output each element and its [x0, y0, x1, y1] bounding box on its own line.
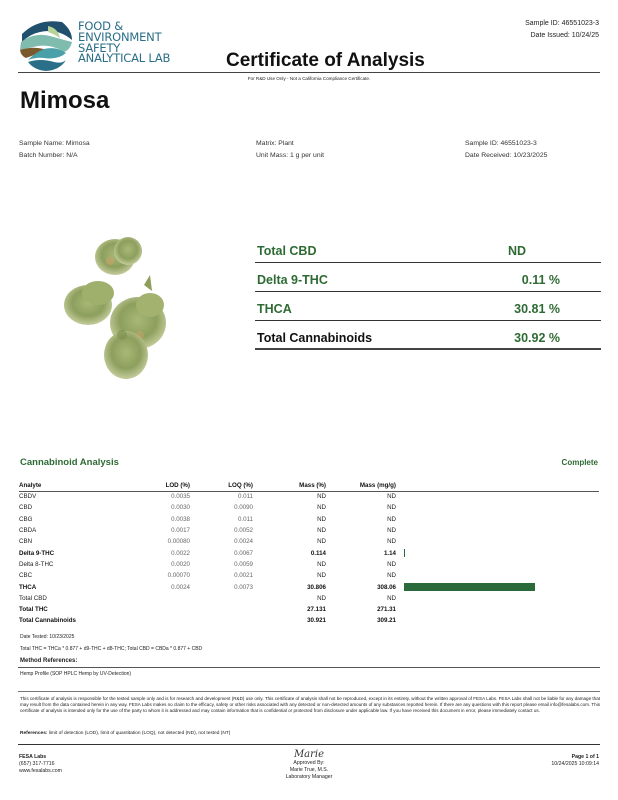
summary-label: Total Cannabinoids: [257, 330, 373, 345]
mass-bar-cell: [396, 615, 599, 626]
signature: Marie: [293, 749, 325, 760]
date-received-field: Date Received: 10/23/2025: [465, 152, 548, 159]
lod-cell: 0.0022: [171, 549, 190, 557]
loq-cell: 0.011: [237, 515, 253, 523]
mass-bar-cell: [396, 502, 599, 513]
footer-website[interactable]: www.fesalabs.com: [19, 768, 62, 774]
rd-use-disclaimer: For R&D Use Only - Not a California Compliance Certificate.: [247, 76, 371, 81]
lod-cell: [139, 593, 190, 604]
loq-cell: 0.0090: [234, 504, 253, 512]
mass-mg-cell: 271.31: [377, 606, 396, 614]
header-meta: [525, 18, 599, 41]
document-title: Certificate of Analysis: [226, 50, 425, 71]
column-header: Mass (mg/g): [326, 481, 396, 491]
mass-percent-cell: ND: [317, 594, 326, 602]
lod-cell: 0.0017: [171, 527, 190, 535]
mass-mg-cell: ND: [387, 493, 396, 501]
unit-mass-field: Unit Mass: 1 g per unit: [256, 152, 324, 159]
page-number: Page 1 of 1: [571, 754, 599, 760]
lod-cell: 0.0030: [171, 504, 190, 512]
column-header: Analyte: [19, 481, 139, 491]
analyte-cell: CBC: [19, 572, 33, 580]
analysis-status: Complete: [561, 458, 598, 467]
date-tested: Date Tested: 10/23/2025: [20, 634, 75, 640]
mass-mg-cell: ND: [387, 527, 396, 535]
mass-percent-cell: ND: [317, 538, 326, 546]
mass-bar: [404, 549, 405, 557]
matrix-field: Matrix: Plant: [256, 140, 294, 147]
approved-by-label: Approved By:: [293, 760, 325, 766]
lod-cell: 0.0020: [171, 560, 190, 568]
header-sample-id: Sample ID: 46551023-3: [525, 20, 599, 27]
mass-percent-cell: ND: [317, 493, 326, 501]
analyte-cell: Delta 9-THC: [19, 549, 55, 557]
mass-percent-cell: ND: [317, 527, 326, 535]
analyte-cell: Total Cannabinoids: [19, 617, 76, 625]
lod-cell: [139, 615, 190, 626]
mass-mg-cell: 308.06: [377, 583, 396, 591]
divider: [18, 744, 600, 745]
mass-mg-cell: ND: [387, 560, 396, 568]
table-row: [19, 593, 599, 604]
table-row: [19, 491, 599, 502]
summary-row-total-cbd: [255, 234, 601, 263]
table-row: [19, 547, 599, 558]
divider: [18, 667, 600, 668]
loq-cell: [190, 615, 253, 626]
lod-cell: [139, 604, 190, 615]
fesa-logo-icon: [18, 16, 74, 72]
summary-label: THCA: [257, 302, 292, 316]
mass-percent-cell: 30.921: [307, 617, 326, 625]
loq-cell: 0.0067: [234, 549, 253, 557]
footer-timestamp: 10/24/2025 10:09:14: [551, 761, 599, 767]
mass-percent-cell: ND: [317, 560, 326, 568]
approver-name: Marie True, M.S.: [289, 767, 329, 773]
total-formula: Total THC = THCa * 0.877 + d9-THC + d8-THC; Total CBD = CBDa * 0.877 + CBD: [20, 646, 203, 652]
mass-bar-cell: [396, 559, 599, 570]
legal-disclaimer: This certificate of analysis is responsible for the tested sample only and is for research and development (R&D) use only. This certificate of analysis shall not be reproduced, except in its entirety, without the written approval of FESA Labs. FESA Labs shall not be liable for any damage that may result from the data contained herein in any way. FESA Labs makes no claim to the efficacy, safety or other risks associated with any detected or non-detected amounts of any substances reported herein. If there are any questions with this report please email info@fesalabs.com. This certificate of analysis is intended only for the use of the party to whom it is addressed and may contain information that is confidential or protected from disclosure under applicable law. If you have received this document in error, please immediately contact us.: [20, 696, 600, 713]
loq-cell: 0.0073: [234, 583, 253, 591]
column-header: Mass (%): [253, 481, 326, 491]
summary-value: 30.81 %: [514, 302, 560, 316]
footer-phone: (657) 317-7716: [19, 761, 55, 767]
column-header: LOD (%): [139, 481, 190, 491]
loq-cell: 0.011: [237, 493, 253, 501]
table-row: [19, 514, 599, 525]
mass-bar-cell: [396, 604, 599, 615]
mass-bar-cell: [396, 593, 599, 604]
table-header-row: [19, 481, 599, 491]
divider: [18, 72, 600, 73]
mass-mg-cell: ND: [387, 572, 396, 580]
references-label: References:: [20, 731, 48, 736]
table-row: [19, 536, 599, 547]
sample-info-column: [19, 138, 90, 162]
table-row: [19, 581, 599, 592]
analyte-cell: CBG: [19, 515, 33, 523]
analyte-cell: CBN: [19, 538, 33, 546]
approver-title: Laboratory Manager: [285, 774, 333, 780]
header-date-issued: Date Issued: 10/24/25: [530, 31, 599, 39]
mass-bar-cell: [396, 536, 599, 547]
mass-percent-cell: ND: [317, 504, 326, 512]
loq-cell: [190, 604, 253, 615]
lab-name: [78, 21, 170, 64]
mass-bar-cell: [396, 570, 599, 581]
method-references-heading: Method References:: [20, 658, 78, 664]
sample-name-field: Sample Name: Mimosa: [19, 140, 90, 147]
cannabinoid-table: [19, 481, 599, 627]
lab-name-line: ANALYTICAL LAB: [78, 51, 171, 66]
mass-mg-cell: ND: [387, 504, 396, 512]
mass-percent-cell: 30.806: [307, 583, 326, 591]
loq-cell: 0.0021: [234, 572, 253, 580]
table-row: [19, 559, 599, 570]
sample-info-column: [465, 138, 547, 162]
summary-value: ND: [507, 244, 527, 258]
lod-cell: 0.0035: [171, 493, 190, 501]
summary-row-total-cannabinoids: [255, 321, 601, 350]
potency-summary: [255, 234, 601, 350]
mass-percent-cell: 27.131: [307, 606, 326, 614]
loq-cell: [190, 593, 253, 604]
mass-bar-cell: [396, 514, 599, 525]
table-row: [19, 502, 599, 513]
mass-percent-cell: 0.114: [310, 549, 326, 557]
loq-cell: 0.0052: [234, 527, 253, 535]
divider: [18, 691, 600, 692]
table-row: [19, 615, 599, 626]
sample-id-field: Sample ID: 46551023-3: [465, 140, 537, 147]
summary-value: 30.92 %: [514, 330, 560, 345]
summary-row-delta9-thc: [255, 263, 601, 292]
table-row: [19, 525, 599, 536]
mass-mg-cell: ND: [387, 538, 396, 546]
summary-label: Total CBD: [257, 244, 317, 258]
mass-percent-cell: ND: [317, 515, 326, 523]
lod-cell: 0.00070: [167, 572, 190, 580]
column-header: LOQ (%): [190, 481, 253, 491]
mass-bar: [404, 583, 535, 591]
loq-cell: 0.0024: [234, 538, 253, 546]
lod-cell: 0.0038: [171, 515, 190, 523]
mass-mg-cell: 1.14: [383, 549, 396, 557]
references: [20, 731, 230, 736]
mass-mg-cell: 309.21: [377, 617, 396, 625]
analyte-cell: Delta 8-THC: [19, 560, 54, 568]
column-header-bar: [396, 481, 599, 491]
mass-bar-cell: [396, 581, 599, 592]
analyte-cell: CBDA: [19, 527, 37, 535]
mass-bar-cell: [396, 525, 599, 536]
table-row: [19, 570, 599, 581]
sample-name-heading: Mimosa: [20, 87, 110, 114]
lab-name-line: FOOD &: [78, 19, 123, 33]
summary-value: 0.11 %: [521, 273, 560, 287]
footer-approval: [0, 750, 618, 781]
analyte-cell: CBD: [19, 504, 33, 512]
analyte-cell: CBDV: [19, 493, 37, 501]
mass-bar-cell: [396, 547, 599, 558]
section-title: Cannabinoid Analysis: [20, 457, 119, 468]
lab-name-line: SAFETY: [78, 40, 121, 55]
mass-mg-cell: ND: [387, 594, 396, 602]
sample-info-column: [256, 138, 324, 162]
table-row: [19, 604, 599, 615]
references-text: limit of detection (LOD), limit of quantitation (LOQ), not detected (ND), not tested (NT): [47, 731, 231, 736]
summary-row-thca: [255, 292, 601, 321]
lod-cell: 0.0024: [171, 583, 190, 591]
lod-cell: 0.00080: [167, 538, 190, 546]
footer-page-info: [551, 754, 599, 768]
analyte-cell: Total CBD: [19, 594, 47, 602]
cannabis-flower-photo: [40, 195, 220, 435]
loq-cell: 0.0059: [234, 560, 253, 568]
analyte-cell: THCA: [19, 583, 37, 591]
lab-name-line: ENVIRONMENT: [78, 29, 162, 44]
footer-org: FESA Labs: [19, 754, 47, 760]
mass-bar-cell: [396, 491, 599, 502]
method-reference: Hemp Profile (SOP HPLC Hemp by UV-Detection): [20, 671, 132, 677]
batch-number-field: Batch Number: N/A: [19, 152, 78, 159]
summary-label: Delta 9-THC: [257, 273, 328, 287]
mass-mg-cell: ND: [387, 515, 396, 523]
mass-percent-cell: ND: [317, 572, 326, 580]
analyte-cell: Total THC: [19, 606, 48, 614]
